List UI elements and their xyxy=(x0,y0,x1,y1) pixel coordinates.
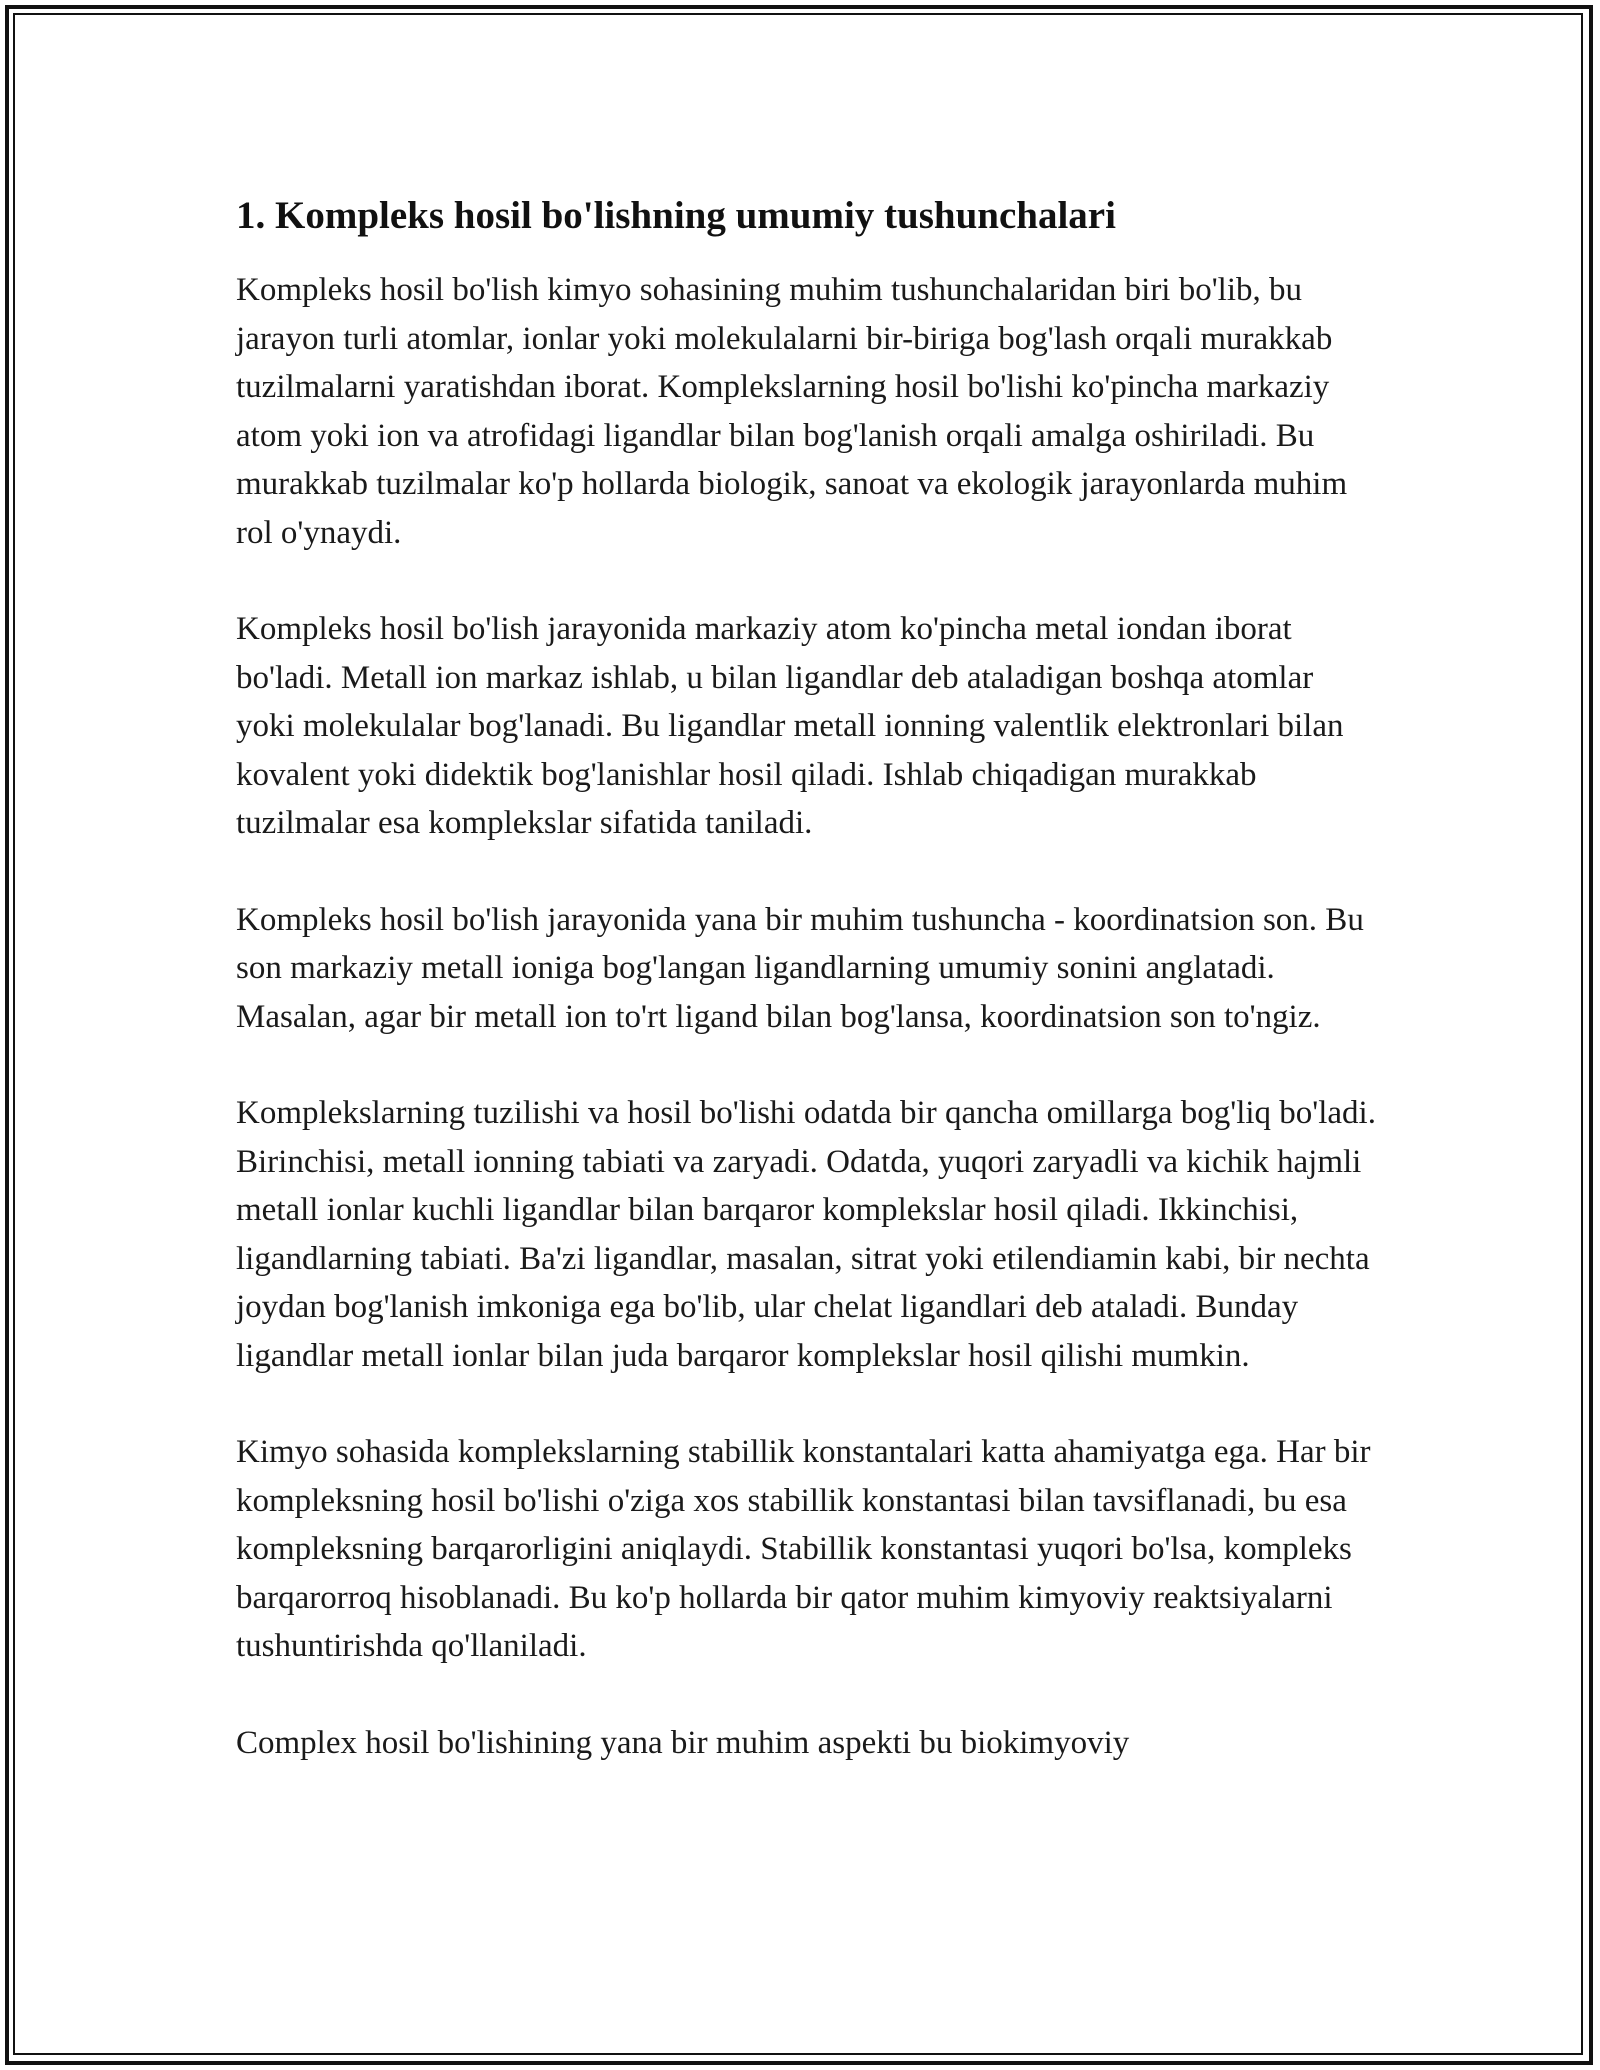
paragraph-2: Kompleks hosil bo'lish jarayonida markaziy atom ko'pincha metal iondan iborat bo'ladi. Metall ion markaz ishlab, u bilan ligandlar deb ataladigan boshqa atomlar yoki molekulalar bog'lanadi. Bu ligandlar metall ionning valentlik elektronlari bilan kovalent yoki didektik bog'lanishlar hosil qiladi. Ishlab chiqadigan murakkab tuzilmalar esa komplekslar sifatida taniladi. xyxy=(236,611,1344,841)
section-heading: 1. Kompleks hosil bo'lishning umumiy tushunchalari xyxy=(236,194,1116,237)
paragraph-5: Kimyo sohasida komplekslarning stabillik konstantalari katta ahamiyatga ega. Har bir kompleksning hosil bo'lishi o'ziga xos stabillik konstantasi bilan tavsiflanadi, bu esa kompleksning barqarorligini aniqlaydi. Stabillik konstantasi yuqori bo'lsa, kompleks barqarorroq hisoblanadi. Bu ko'p hollarda bir qator muhim kimyoviy reaktsiyalarni tushuntirishda qo'llaniladi. xyxy=(236,1434,1371,1664)
paragraph-1: Kompleks hosil bo'lish kimyo sohasining muhim tushunchalaridan biri bo'lib, bu jarayon turli atomlar, ionlar yoki molekulalarni bir-biriga bog'lash orqali murakkab tuzilmalarni yaratishdan iborat. Komplekslarning hosil bo'lishi ko'pincha markaziy atom yoki ion va atrofidagi ligandlar bilan bog'lanish orqali amalga oshiriladi. Bu murakkab tuzilmalar ko'p hollarda biologik, sanoat va ekologik jarayonlarda muhim rol o'ynaydi. xyxy=(236,272,1348,551)
document-body xyxy=(236,184,1376,1767)
paragraph-3: Kompleks hosil bo'lish jarayonida yana bir muhim tushuncha - koordinatsion son. Bu son markaziy metall ioniga bog'langan ligandlarning umumiy sonini anglatadi. Masalan, agar bir metall ion to'rt ligand bilan bog'lansa, koordinatsion son to'ngiz. xyxy=(236,901,1364,1035)
paragraph-4: Komplekslarning tuzilishi va hosil bo'lishi odatda bir qancha omillarga bog'liq bo'ladi. Birinchisi, metall ionning tabiati va zaryadi. Odatda, yuqori zaryadli va kichik hajmli metall ionlar kuchli ligandlar bilan barqaror komplekslar hosil qiladi. Ikkinchisi, ligandlarning tabiati. Ba'zi ligandlar, masalan, sitrat yoki etilendiamin kabi, bir nechta joydan bog'lanish imkoniga ega bo'lib, ular chelat ligandlari deb ataladi. Bunday ligandlar metall ionlar bilan juda barqaror komplekslar hosil qilishi mumkin. xyxy=(236,1095,1376,1374)
paragraph-6: Complex hosil bo'lishining yana bir muhim aspekti bu biokimyoviy xyxy=(236,1724,1130,1761)
